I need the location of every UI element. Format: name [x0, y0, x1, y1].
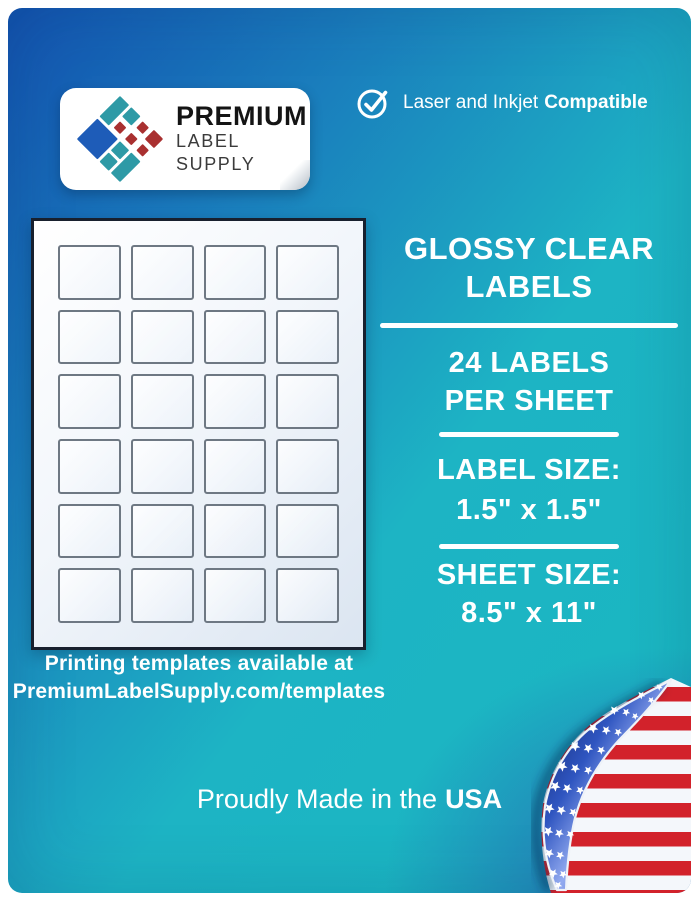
labels-per-sheet [380, 344, 678, 420]
label-cell [204, 374, 267, 429]
label-cell [276, 245, 339, 300]
logo-tile [77, 118, 118, 159]
logo-tile [136, 121, 149, 134]
label-cell [131, 374, 194, 429]
label-cell [58, 504, 121, 559]
per-sheet-line2: PER SHEET [444, 385, 614, 417]
label-size-block [380, 450, 678, 530]
templates-note [8, 650, 390, 706]
check-circle-icon [355, 85, 391, 121]
label-cell [131, 310, 194, 365]
logo-tile [111, 152, 141, 182]
logo-tile [145, 130, 163, 148]
label-cell [204, 310, 267, 365]
brand-name: PREMIUM [176, 100, 307, 131]
label-cell [204, 504, 267, 559]
label-cell [276, 374, 339, 429]
label-cell [276, 504, 339, 559]
headline-line1: GLOSSY CLEAR [403, 231, 655, 266]
brand-subtitle: LABEL SUPPLY [176, 130, 256, 174]
templates-note-line2: PremiumLabelSupply.com/templates [12, 680, 386, 703]
made-in-bold: USA [445, 784, 503, 814]
label-cell [276, 439, 339, 494]
label-cell [131, 245, 194, 300]
made-in-regular: Proudly Made in the [196, 784, 438, 814]
logo-mosaic [77, 96, 163, 182]
sheet-size-value: 8.5" x 11" [461, 597, 597, 629]
headline-line2: LABELS [465, 269, 593, 304]
label-cell [58, 374, 121, 429]
sheet-size-block [380, 556, 678, 632]
compatibility-regular: Laser and Inkjet [403, 92, 539, 113]
label-size-value: 1.5" x 1.5" [456, 494, 602, 526]
brand-logo-sticker [60, 88, 310, 190]
label-cell [204, 439, 267, 494]
divider [439, 432, 619, 437]
label-cell [58, 439, 121, 494]
label-cell [204, 568, 267, 623]
compatibility-row [355, 85, 648, 121]
label-cell [276, 568, 339, 623]
compatibility-bold: Compatible [544, 92, 648, 113]
logo-tile [125, 133, 138, 146]
compatibility-text [403, 92, 648, 114]
divider [439, 544, 619, 549]
label-cell [204, 245, 267, 300]
label-cell [131, 504, 194, 559]
product-headline [380, 230, 678, 306]
label-cell [58, 568, 121, 623]
label-cell [276, 310, 339, 365]
label-sheet-preview [31, 218, 366, 650]
usa-flag-page-curl-icon [531, 678, 691, 893]
diamond-mosaic-logo-icon [74, 93, 166, 185]
label-cell [131, 439, 194, 494]
per-sheet-line1: 24 LABELS [448, 347, 610, 379]
label-cell [131, 568, 194, 623]
logo-tile [114, 121, 127, 134]
label-cell [58, 310, 121, 365]
label-size-heading: LABEL SIZE: [437, 454, 621, 486]
templates-note-line1: Printing templates available at [44, 652, 354, 675]
label-cell [58, 245, 121, 300]
logo-tile [122, 107, 140, 125]
logo-tile [99, 96, 129, 126]
product-card [8, 8, 691, 893]
sheet-size-heading: SHEET SIZE: [436, 559, 622, 591]
brand-text [176, 100, 310, 176]
logo-tile [136, 144, 149, 157]
divider [380, 323, 678, 328]
